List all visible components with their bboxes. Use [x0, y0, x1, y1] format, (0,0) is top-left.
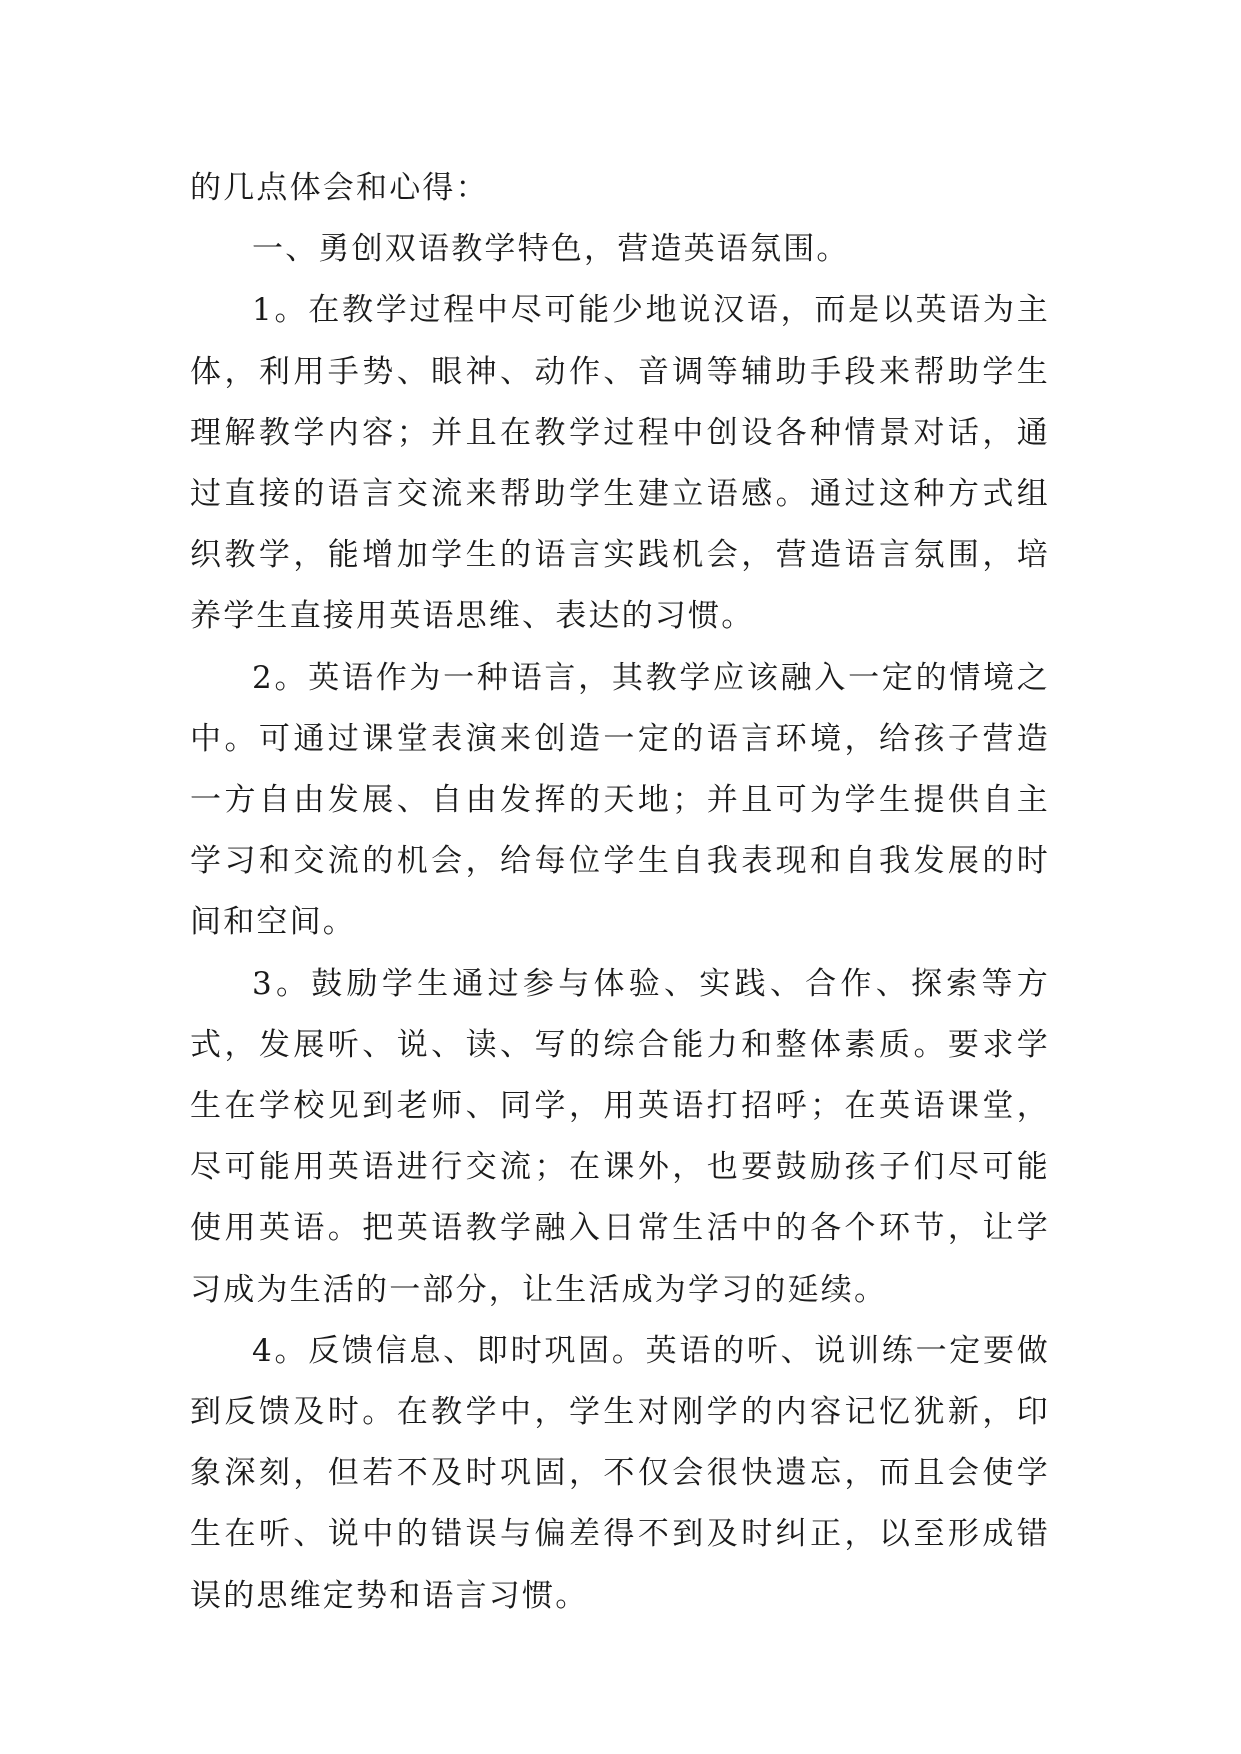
paragraph-item-2: 2。英语作为一种语言，其教学应该融入一定的情境之中。可通过课堂表演来创造一定的语言环境，给孩子营造一方自由发展、自由发挥的天地；并且可为学生提供自主学习和交流的机会，给每位学生自我表现和自我发展的时间和空间。: [190, 659, 1050, 941]
paragraph-item-4: 4。反馈信息、即时巩固。英语的听、说训练一定要做到反馈及时。在教学中，学生对刚学的内容记忆犹新，印象深刻，但若不及时巩固，不仅会很快遗忘，而且会使学生在听、说中的错误与偏差得不到及时纠正，以至形成错误的思维定势和语言习惯。: [190, 1332, 1050, 1614]
paragraph-item-3: 3。鼓励学生通过参与体验、实践、合作、探索等方式，发展听、说、读、写的综合能力和整体素质。要求学生在学校见到老师、同学，用英语打招呼；在英语课堂，尽可能用英语进行交流；在课外，也要鼓励孩子们尽可能使用英语。把英语教学融入日常生活中的各个环节，让学习成为生活的一部分，让生活成为学习的延续。: [190, 965, 1050, 1308]
section-heading: 一、勇创双语教学特色，营造英语氛围。: [252, 231, 850, 268]
paragraph-item-1: 1。在教学过程中尽可能少地说汉语，而是以英语为主体，利用手势、眼神、动作、音调等辅助手段来帮助学生理解教学内容；并且在教学过程中创设各种情景对话，通过直接的语言交流来帮助学生建立语感。通过这种方式组织教学，能增加学生的语言实践机会，营造语言氛围，培养学生直接用英语思维、表达的习惯。: [190, 292, 1050, 635]
paragraph-continuation: 的几点体会和心得：: [190, 170, 489, 206]
document-body: [190, 158, 1050, 1627]
